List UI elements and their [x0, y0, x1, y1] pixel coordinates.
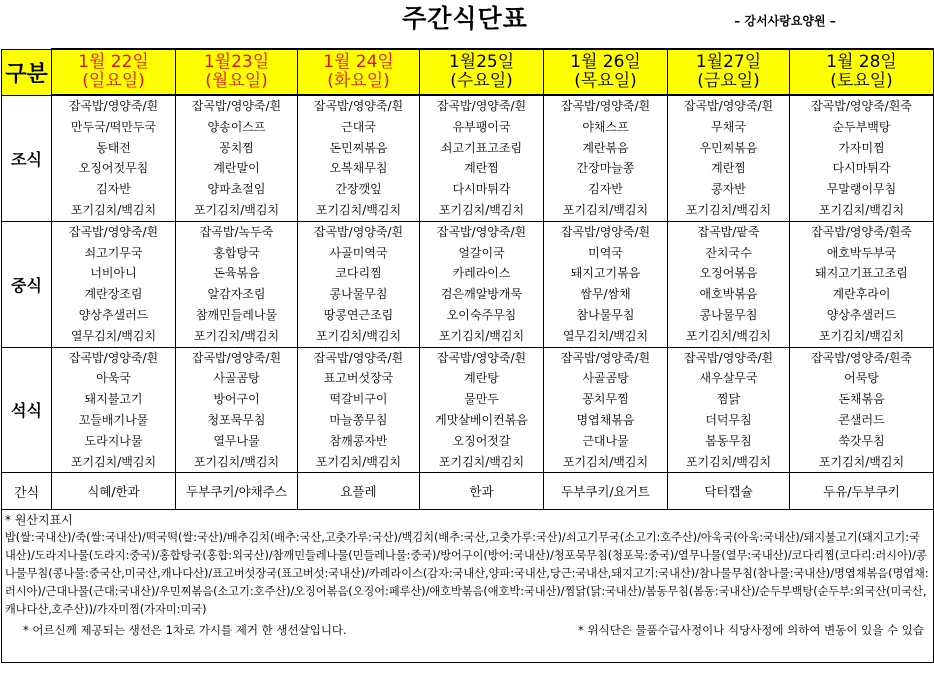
dish-item: 양상추샐러드 [78, 307, 149, 322]
dish-item: 찜닭 [716, 392, 741, 407]
dish-list [420, 96, 543, 221]
dish-item: 계란찜 [464, 161, 499, 176]
dish-item: 오복채무침 [329, 161, 388, 176]
meal-cell [52, 95, 176, 221]
dish-item: 참깨콩자반 [329, 433, 388, 448]
meal-cell [298, 347, 420, 473]
note-fish: * 어르신께 제공되는 생선은 1차로 가시를 제거 한 생선살입니다. [23, 623, 347, 638]
dish-item: 계란장조림 [84, 287, 143, 302]
day-weekday: (일요일) [82, 71, 145, 91]
meal-cell [298, 95, 420, 221]
dish-item: 미역국 [588, 245, 623, 260]
day-date: 1월 28일 [826, 52, 897, 72]
dish-item: 열무나물 [213, 433, 260, 448]
dish-item: 포기김치/백김치 [438, 202, 525, 217]
dish-list [52, 348, 175, 473]
category-header: 구분 [2, 49, 52, 95]
dish-item: 청포묵무침 [207, 412, 266, 427]
dish-item: 근대나물 [582, 433, 629, 448]
dish-item: 포기김치/백김치 [315, 454, 402, 469]
dish-item: 포기김치/백김치 [70, 454, 157, 469]
day-weekday: (화요일) [327, 71, 390, 91]
meal-cell [544, 221, 668, 347]
dish-item: 사골곰탕 [213, 371, 260, 386]
dish-item: 포기김치/백김치 [438, 328, 525, 343]
dish-item: 김자반 [96, 182, 131, 197]
dish-item: 간장마늘쫑 [576, 161, 635, 176]
meal-cell [420, 221, 544, 347]
dish-item: 양파초절임 [207, 182, 266, 197]
dish-item: 사골미역국 [329, 245, 388, 260]
dish-item: 오징어젓갈 [452, 433, 511, 448]
dish-item: 다시마튀각 [832, 161, 891, 176]
page-title: 주간식단표 [402, 4, 528, 33]
dish-item: 잡곡밥/영양죽/흰 [68, 99, 159, 113]
dish-item: 계란볶음 [582, 140, 629, 155]
snack-cell: 한과 [420, 473, 544, 510]
dish-item: 마늘쫑무침 [329, 412, 388, 427]
dish-item: 쇠고기표고조림 [440, 140, 523, 155]
meal-cell [668, 95, 790, 221]
meal-label: 석식 [2, 347, 52, 473]
meal-cell [176, 221, 298, 347]
dish-item: 간장깻잎 [335, 182, 382, 197]
dish-item: 오이숙주무침 [446, 307, 517, 322]
meal-cell [544, 95, 668, 221]
dish-item: 콩나물무침 [699, 307, 758, 322]
dish-list [298, 96, 419, 221]
dish-list [790, 96, 933, 221]
dish-item: 너비아니 [90, 266, 137, 281]
origin-title: * 원산지표시 [5, 513, 73, 528]
dish-list [176, 348, 297, 473]
dish-item: 잡곡밥/영양죽/흰 [683, 99, 774, 113]
day-header-wed [420, 49, 544, 95]
dish-item: 포기김치/백김치 [818, 202, 905, 217]
dish-item: 코다리찜 [335, 266, 382, 281]
snack-cell: 두부쿠키/요거트 [544, 473, 668, 510]
snack-cell: 닥터캡슐 [668, 473, 790, 510]
snack-row [2, 473, 934, 510]
dish-item: 잡곡밥/영양죽/흰 [313, 99, 404, 113]
dish-item: 돼지불고기 [84, 392, 143, 407]
notes [5, 619, 930, 641]
dish-item: 잡곡밥/영양죽/흰 [436, 224, 527, 239]
dish-item: 잡곡밥/영양죽/흰 [436, 99, 527, 113]
dish-item: 표고버섯장국 [323, 371, 394, 386]
origin-row [2, 510, 934, 663]
dish-item: 검은깨알방개묵 [440, 287, 523, 302]
dish-item: 콘샐러드 [838, 412, 885, 427]
dish-item: 무채국 [711, 119, 746, 134]
dish-item: 알감자조림 [207, 287, 266, 302]
dish-item: 잡곡밥/영양죽/흰 [560, 350, 651, 365]
dish-item: 잡곡밥/영양죽/흰죽 [811, 224, 912, 239]
dish-item: 양송이스프 [207, 119, 266, 134]
dish-list [790, 222, 933, 347]
dish-item: 가자미찜 [838, 140, 885, 155]
dish-item: 꽁치찜 [219, 140, 254, 155]
dish-item: 새우살무국 [699, 371, 758, 386]
meal-cell [176, 95, 298, 221]
dish-item: 포기김치/백김치 [818, 454, 905, 469]
snack-cell: 두유/두부쿠키 [790, 473, 934, 510]
dish-item: 양상추샐러드 [826, 307, 897, 322]
dish-item: 잡곡밥/영양죽/흰 [191, 99, 282, 113]
meal-cell [790, 95, 934, 221]
day-date: 1월 22일 [78, 52, 149, 72]
dish-item: 만두국/떡만두국 [70, 119, 157, 134]
origin-text: 밥(쌀:국내산)/죽(쌀:국내산)/떡국떡(쌀:국산)/배추김치(배추:국산,고춧가루:국산)/백김치(배추:국산,고춧가루:국산)/쇠고기무국(소고기:호주산)/아욱국(아욱:국내산)/돼지불고기(돼지고기:국내산)/도라지나물(도라지:중국)/홍합탕국(홍합:외국산)/참깨민들레나물(민들레나물:중국)/방어구이(방어:국내산)/청포묵무침(청포묵:중국)/열무나물(열무:국내산)/코다리찜(코다리:러시아)/콩나물무침(콩나물:중국산,미국산,캐나다산)/표고버섯장국(표고버섯:국내산)/카레라이스(감자:국내산,양파:국내산,당근:국내산,돼지고기:국내산)/참나물무침(참나물:국내산)/명엽채볶음(명엽채:러시아)/근대나물(근대:국내산)/우민찌볶음(소고기:호주산)/오징어볶음(오징어:페루산)/애호박볶음(애호박:국내산)/찜닭(닭:국내산)/봄동무침(봄동:국내산)/순두부백탕(순두부:외국산(미국산,캐나다산,호주산))/가자미찜(가자미:미국) [5, 531, 929, 617]
dish-item: 포기김치/백김치 [562, 202, 649, 217]
dish-item: 포기김치/백김치 [818, 328, 905, 343]
dish-item: 포기김치/백김치 [315, 328, 402, 343]
dish-item: 잡곡밥/영양죽/흰 [68, 350, 159, 365]
dish-item: 사골곰탕 [582, 371, 629, 386]
dish-list [420, 222, 543, 347]
dish-item: 콩자반 [711, 182, 746, 197]
origin-cell [2, 510, 934, 663]
dish-item: 잡곡밥/영양죽/흰죽 [811, 99, 912, 113]
dish-list [668, 348, 789, 473]
dish-item: 포기김치/백김치 [193, 202, 280, 217]
day-weekday: (목요일) [574, 71, 637, 91]
day-weekday: (수요일) [450, 71, 513, 91]
dish-item: 계란말이 [213, 161, 260, 176]
dish-item: 잡곡밥/팥죽 [697, 224, 760, 239]
dish-item: 애호박두부국 [826, 245, 897, 260]
meal-cell [790, 347, 934, 473]
dish-list [420, 348, 543, 473]
dish-item: 얼갈이국 [458, 245, 505, 260]
dish-item: 포기김치/백김치 [193, 454, 280, 469]
dish-item: 동태전 [96, 140, 131, 155]
note-change: * 위식단은 물품수급사정이나 식당사정에 의하여 변동이 있을 수 있습 [577, 623, 924, 638]
meal-row-lunch [2, 221, 934, 347]
meal-cell [52, 347, 176, 473]
meal-cell [420, 347, 544, 473]
day-weekday: (월요일) [205, 71, 268, 91]
dish-list [176, 222, 297, 347]
dish-item: 돈채볶음 [838, 392, 885, 407]
dish-item: 물만두 [464, 392, 499, 407]
dish-item: 더덕무침 [705, 412, 752, 427]
dish-item: 포기김치/백김치 [562, 454, 649, 469]
dish-item: 도라지나물 [84, 433, 143, 448]
dish-item: 애호박볶음 [699, 287, 758, 302]
day-weekday: (토요일) [830, 71, 893, 91]
snack-label: 간식 [2, 473, 52, 510]
dish-item: 열무김치/백김치 [562, 328, 649, 343]
dish-item: 카레라이스 [452, 266, 511, 281]
meal-cell [176, 347, 298, 473]
dish-item: 열무김치/백김치 [70, 328, 157, 343]
day-header-thu [544, 49, 668, 95]
dish-item: 게맛살베이컨볶음 [435, 412, 528, 427]
dish-list [176, 96, 297, 221]
meal-cell [668, 347, 790, 473]
dish-item: 돼지고기표고조림 [815, 266, 908, 281]
snack-cell: 두부쿠키/야채주스 [176, 473, 298, 510]
dish-item: 쌈무/쌈채 [580, 287, 631, 302]
dish-item: 콩나물무침 [329, 287, 388, 302]
day-header-sat [790, 49, 934, 95]
meal-label: 중식 [2, 221, 52, 347]
meal-cell [668, 221, 790, 347]
dish-item: 땅콩연근조림 [323, 307, 394, 322]
dish-item: 계란찜 [711, 161, 746, 176]
dish-item: 방어구이 [213, 392, 260, 407]
dish-item: 참나물무침 [576, 307, 635, 322]
day-date: 1월25일 [448, 52, 515, 72]
dish-list [668, 222, 789, 347]
day-date: 1월27일 [695, 52, 762, 72]
dish-item: 포기김치/백김치 [685, 454, 772, 469]
dish-item: 포기김치/백김치 [193, 328, 280, 343]
day-header-sun [52, 49, 176, 95]
dish-item: 명엽채볶음 [576, 412, 635, 427]
dish-list [298, 348, 419, 473]
dish-item: 잡곡밥/영양죽/흰 [560, 99, 651, 113]
day-date: 1월 24일 [323, 52, 394, 72]
dish-item: 잡곡밥/녹두죽 [199, 224, 274, 239]
dish-list [668, 96, 789, 221]
dish-item: 오징어젓무침 [78, 161, 149, 176]
dish-item: 어묵탕 [844, 371, 879, 386]
dish-list [52, 96, 175, 221]
day-header-tue [298, 49, 420, 95]
day-header-mon [176, 49, 298, 95]
dish-item: 잔치국수 [705, 245, 752, 260]
dish-item: 잡곡밥/영양죽/흰 [683, 350, 774, 365]
dish-item: 야채스프 [582, 119, 629, 134]
day-header-fri [668, 49, 790, 95]
dish-list [544, 96, 667, 221]
meal-cell [420, 95, 544, 221]
header-row [2, 49, 934, 95]
dish-item: 계란후라이 [832, 287, 891, 302]
dish-item: 다시마튀각 [452, 182, 511, 197]
dish-item: 잡곡밥/영양죽/흰죽 [811, 350, 912, 365]
dish-item: 아욱국 [96, 371, 131, 386]
dish-item: 순두부백탕 [832, 119, 891, 134]
meal-cell [298, 221, 420, 347]
meal-rows [2, 95, 934, 663]
dish-item: 포기김치/백김치 [438, 454, 525, 469]
meal-row-breakfast [2, 95, 934, 221]
dish-item: 돼지고기볶음 [570, 266, 641, 281]
dish-item: 잡곡밥/영양죽/흰 [313, 224, 404, 239]
dish-item: 근대국 [341, 119, 376, 134]
dish-item: 돈민찌볶음 [329, 140, 388, 155]
dish-item: 유부팽이국 [452, 119, 511, 134]
dish-item: 쇠고기무국 [84, 245, 143, 260]
meal-cell [52, 221, 176, 347]
day-date: 1월23일 [203, 52, 270, 72]
dish-item: 꼬들배기나물 [78, 412, 149, 427]
dish-item: 잡곡밥/영양죽/흰 [560, 224, 651, 239]
day-weekday: (금요일) [697, 71, 760, 91]
dish-item: 계란탕 [464, 371, 499, 386]
dish-item: 쑥갓무침 [838, 433, 885, 448]
meal-cell [544, 347, 668, 473]
dish-item: 포기김치/백김치 [685, 328, 772, 343]
dish-list [298, 222, 419, 347]
weekly-menu-table [1, 48, 934, 663]
meal-label: 조식 [2, 95, 52, 221]
dish-list [544, 222, 667, 347]
dish-item: 돈육볶음 [213, 266, 260, 281]
snack-cell: 식혜/한과 [52, 473, 176, 510]
dish-item: 무말랭이무침 [826, 182, 897, 197]
dish-item: 우민찌볶음 [699, 140, 758, 155]
dish-item: 오징어볶음 [699, 266, 758, 281]
dish-item: 잡곡밥/영양죽/흰 [191, 350, 282, 365]
dish-item: 꽁치무찜 [582, 392, 629, 407]
dish-item: 포기김치/백김치 [70, 202, 157, 217]
dish-item: 잡곡밥/영양죽/흰 [436, 350, 527, 365]
dish-list [52, 222, 175, 347]
dish-item: 홍합탕국 [213, 245, 260, 260]
meal-cell [790, 221, 934, 347]
dish-item: 잡곡밥/영양죽/흰 [68, 224, 159, 239]
snack-cell: 요플레 [298, 473, 420, 510]
dish-item: 참깨민들레나물 [195, 307, 278, 322]
dish-item: 봄동무침 [705, 433, 752, 448]
dish-item: 포기김치/백김치 [685, 202, 772, 217]
dish-list [544, 348, 667, 473]
meal-row-dinner [2, 347, 934, 473]
dish-list [790, 348, 933, 473]
dish-item: 포기김치/백김치 [315, 202, 402, 217]
facility-name: – 강서사랑요양원 – [734, 14, 836, 28]
day-date: 1월 26일 [570, 52, 641, 72]
dish-item: 김자반 [588, 182, 623, 197]
dish-item: 떡갈비구이 [329, 392, 388, 407]
dish-item: 잡곡밥/영양죽/흰 [313, 350, 404, 365]
